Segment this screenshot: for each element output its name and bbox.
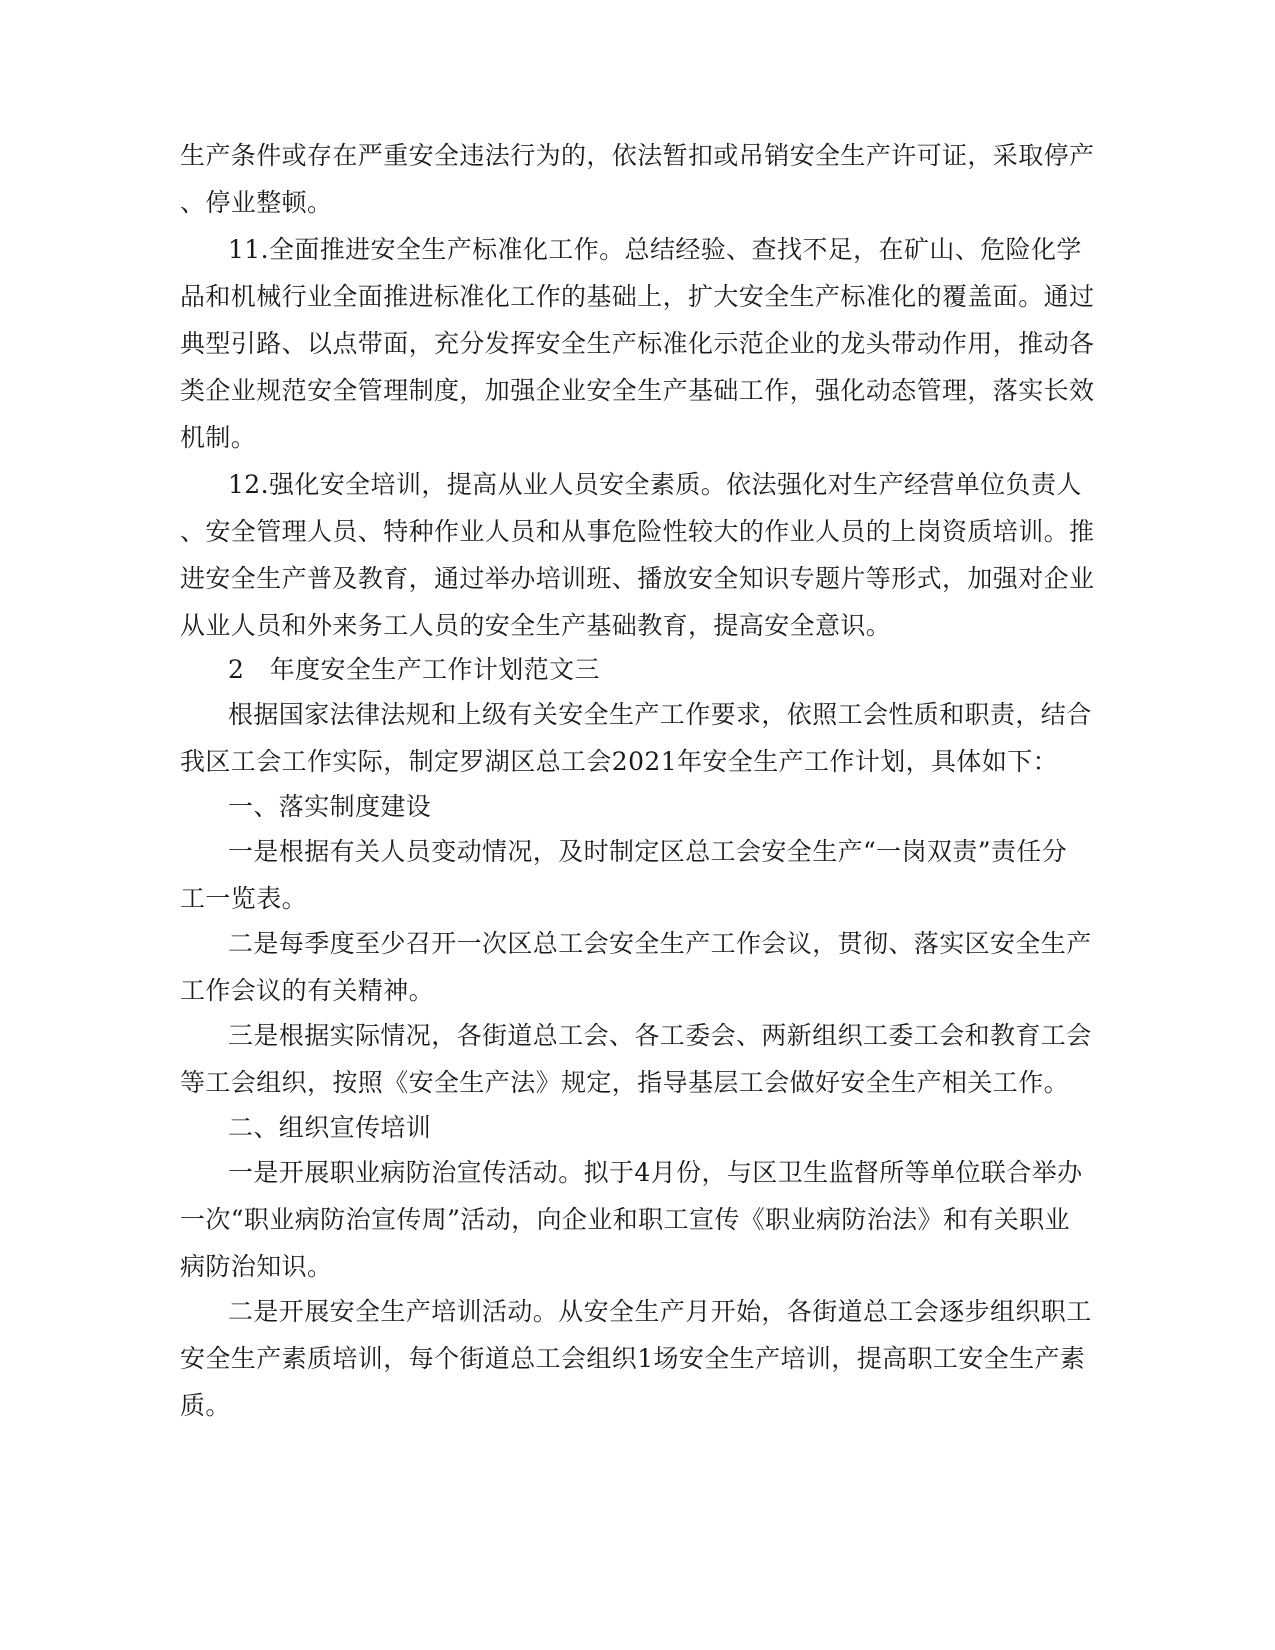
text-line: 病防治知识。 — [180, 1252, 333, 1281]
text-line: 质。 — [180, 1391, 231, 1420]
text-line: 一次“职业病防治宣传周”活动，向企业和职工宣传《职业病防治法》和有关职业 — [180, 1205, 1070, 1234]
text-line: 进安全生产普及教育，通过举办培训班、播放安全知识专题片等形式，加强对企业 — [180, 564, 1095, 593]
subheading: 一、落实制度建设 — [228, 792, 432, 821]
text-line: 三是根据实际情况，各街道总工会、各工委会、两新组织工委工会和教育工会 — [228, 1021, 1092, 1050]
text-line: 我区工会工作实际，制定罗湖区总工会2021年安全生产工作计划，具体如下： — [180, 747, 1059, 776]
text-line: 典型引路、以点带面，充分发挥安全生产标准化示范企业的龙头带动作用，推动各 — [180, 329, 1095, 358]
text-line: 工作会议的有关精神。 — [180, 976, 435, 1005]
text-line: 一是根据有关人员变动情况，及时制定区总工会安全生产“一岗双责”责任分 — [228, 837, 1068, 866]
text-line: 二是每季度至少召开一次区总工会安全生产工作会议，贯彻、落实区安全生产 — [228, 929, 1092, 958]
text-line: 生产条件或存在严重安全违法行为的，依法暂扣或吊销安全生产许可证，采取停产 — [180, 141, 1095, 170]
text-line: 11.全面推进安全生产标准化工作。总结经验、查找不足，在矿山、危险化学 — [228, 235, 1082, 264]
text-line: 安全生产素质培训，每个街道总工会组织1场安全生产培训，提高职工安全生产素 — [180, 1344, 1086, 1373]
section-heading: 2 年度安全生产工作计划范文三 — [228, 655, 600, 684]
text-line: 一是开展职业病防治宣传活动。拟于4月份，与区卫生监督所等单位联合举办 — [228, 1158, 1083, 1187]
text-line: 、停业整顿。 — [180, 188, 333, 217]
text-line: 从业人员和外来务工人员的安全生产基础教育，提高安全意识。 — [180, 611, 892, 640]
text-line: 工一览表。 — [180, 884, 308, 913]
text-line: 类企业规范安全管理制度，加强企业安全生产基础工作，强化动态管理，落实长效 — [180, 376, 1095, 405]
text-line: 机制。 — [180, 423, 257, 452]
subheading: 二、组织宣传培训 — [228, 1113, 432, 1142]
text-line: 品和机械行业全面推进标准化工作的基础上，扩大安全生产标准化的覆盖面。通过 — [180, 282, 1095, 311]
text-line: 、安全管理人员、特种作业人员和从事危险性较大的作业人员的上岗资质培训。推 — [180, 517, 1095, 546]
text-line: 等工会组织，按照《安全生产法》规定，指导基层工会做好安全生产相关工作。 — [180, 1068, 1070, 1097]
text-line: 根据国家法律法规和上级有关安全生产工作要求，依照工会性质和职责，结合 — [228, 700, 1092, 729]
text-line: 12.强化安全培训，提高从业人员安全素质。依法强化对生产经营单位负责人 — [228, 470, 1082, 499]
text-line: 二是开展安全生产培训活动。从安全生产月开始，各街道总工会逐步组织职工 — [228, 1297, 1092, 1326]
